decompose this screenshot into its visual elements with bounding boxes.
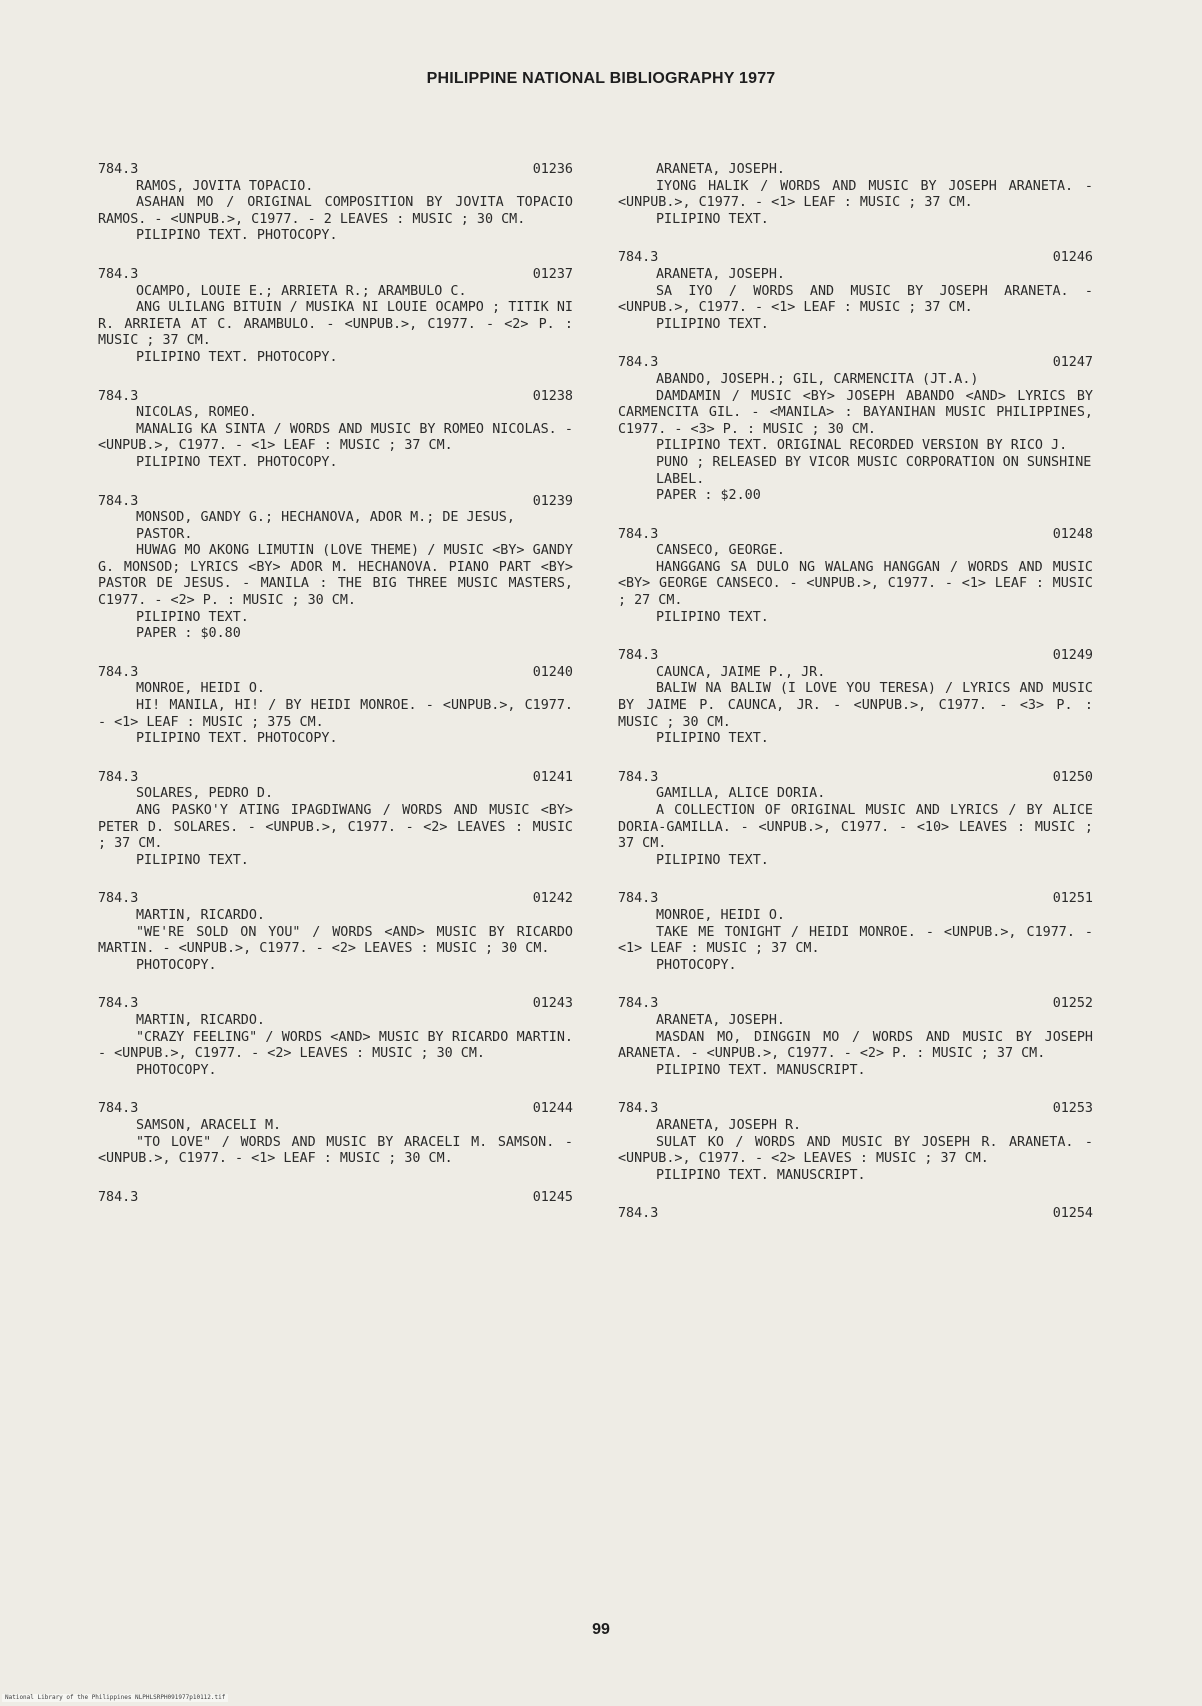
entry-author-heading: MONROE, HEIDI O. — [656, 907, 785, 923]
entry-number: 01240 — [532, 664, 573, 680]
bibliography-entry — [98, 770, 573, 870]
entry-description: BALIW NA BALIW (I LOVE YOU TERESA) / LYRICS AND MUSIC BY JAIME P. CAUNCA, JR. - <UNPUB.>, C1977. - <3> P. : MUSIC ; 30 CM. — [618, 681, 1093, 730]
bibliography-entry — [618, 250, 1093, 333]
classification-number: 784.3 — [618, 1206, 659, 1222]
classification-number: 784.3 — [98, 493, 139, 509]
entry-author-heading: NICOLAS, ROMEO. — [136, 405, 257, 421]
entry-description: ANG PASKO'Y ATING IPAGDIWANG / WORDS AND MUSIC <BY> PETER D. SOLARES. - <UNPUB.>, C1977. - <2> LEAVES : MUSIC ; 37 CM. — [98, 803, 573, 852]
entry-header — [98, 665, 573, 682]
entry-number: 01246 — [1052, 250, 1093, 266]
classification-number: 784.3 — [618, 526, 659, 542]
entry-header — [98, 162, 573, 179]
bibliography-entry — [618, 648, 1093, 748]
entry-author-heading: SOLARES, PEDRO D. — [136, 786, 274, 802]
entry-number: 01242 — [532, 891, 573, 907]
entry-description: HANGGANG SA DULO NG WALANG HANGGAN / WORDS AND MUSIC <BY> GEORGE CANSECO. - <UNPUB.>, C1977. - <1> LEAF : MUSIC ; 27 CM. — [618, 559, 1093, 609]
entry-note: PAPER : $0.80 — [136, 626, 241, 642]
entry-description: SA IYO / WORDS AND MUSIC BY JOSEPH ARANETA. - <UNPUB.>, C1977. - <1> LEAF : MUSIC ; 37 CM. — [618, 283, 1093, 316]
entry-number: 01244 — [532, 1101, 573, 1117]
classification-number: 784.3 — [98, 388, 139, 404]
bibliography-entry — [98, 267, 573, 367]
entry-note: PILIPINO TEXT. MANUSCRIPT. — [656, 1062, 866, 1078]
entry-description: IYONG HALIK / WORDS AND MUSIC BY JOSEPH ARANETA. - <UNPUB.>, C1977. - <1> LEAF : MUSIC ; 37 CM. — [618, 178, 1093, 211]
entry-description: "TO LOVE" / WORDS AND MUSIC BY ARACELI M. SAMSON. - <UNPUB.>, C1977. - <1> LEAF : MUSIC ; 30 CM. — [98, 1134, 573, 1167]
bibliography-entry — [98, 1190, 573, 1207]
entry-description: HUWAG MO AKONG LIMUTIN (LOVE THEME) / MUSIC <BY> GANDY G. MONSOD; LYRICS <BY> ADOR M. HECHANOVA. PIANO PART <BY> PASTOR DE JESUS. - MANILA : THE BIG THREE MUSIC MASTERS, C1977. - <2> P. : MUSIC ; 30 CM. — [98, 543, 573, 609]
entry-note: PILIPINO TEXT. — [136, 609, 249, 625]
entry-header — [618, 250, 1093, 267]
scan-footer-credit: National Library of the Philippines NLPHLSRPH091977p10112.tif — [2, 1694, 228, 1702]
entry-number: 01254 — [1052, 1206, 1093, 1222]
entry-header — [98, 996, 573, 1013]
entry-description: A COLLECTION OF ORIGINAL MUSIC AND LYRICS / BY ALICE DORIA-GAMILLA. - <UNPUB.>, C1977. - <10> LEAVES : MUSIC ; 37 CM. — [618, 803, 1093, 852]
bibliography-entry — [618, 527, 1093, 627]
entry-header — [98, 1101, 573, 1118]
page-number: 99 — [592, 1621, 610, 1638]
entry-number: 01251 — [1052, 891, 1093, 907]
entry-description: "CRAZY FEELING" / WORDS <AND> MUSIC BY RICARDO MARTIN. - <UNPUB.>, C1977. - <2> LEAVES : MUSIC ; 30 CM. — [98, 1029, 573, 1062]
entry-number: 01238 — [532, 388, 573, 404]
entry-author-heading: ARANETA, JOSEPH R. — [656, 1117, 802, 1133]
entry-author-heading: SAMSON, ARACELI M. — [136, 1117, 282, 1133]
entry-note: PILIPINO TEXT. MANUSCRIPT. — [656, 1167, 866, 1183]
entry-author-heading: ARANETA, JOSEPH. — [656, 1012, 785, 1028]
entry-author-heading: ARANETA, JOSEPH. — [656, 266, 785, 282]
bibliography-entry — [618, 162, 1093, 228]
entry-header — [618, 648, 1093, 665]
entry-number: 01252 — [1052, 996, 1093, 1012]
entry-description: HI! MANILA, HI! / BY HEIDI MONROE. - <UNPUB.>, C1977. - <1> LEAF : MUSIC ; 375 CM. — [98, 698, 573, 730]
bibliography-entry — [618, 770, 1093, 870]
entry-description: MANALIG KA SINTA / WORDS AND MUSIC BY ROMEO NICOLAS. - <UNPUB.>, C1977. - <1> LEAF : MUSIC ; 37 CM. — [98, 421, 573, 454]
bibliography-entry — [98, 494, 573, 643]
entry-number: 01248 — [1052, 526, 1093, 542]
bibliography-entry — [98, 1101, 573, 1167]
entry-header — [618, 996, 1093, 1013]
entry-author-heading: GAMILLA, ALICE DORIA. — [656, 786, 826, 802]
classification-number: 784.3 — [618, 355, 659, 371]
bibliography-entry — [98, 389, 573, 472]
entry-description: SULAT KO / WORDS AND MUSIC BY JOSEPH R. ARANETA. - <UNPUB.>, C1977. - <2> LEAVES : MUSIC ; 37 CM. — [618, 1134, 1093, 1167]
entry-note: PILIPINO TEXT. PHOTOCOPY. — [136, 731, 338, 747]
entry-header — [618, 1206, 1093, 1223]
entry-number: 01249 — [1052, 648, 1093, 664]
entry-header — [98, 389, 573, 406]
bibliography-entry — [618, 996, 1093, 1079]
classification-number: 784.3 — [618, 769, 659, 785]
entry-description: "WE'RE SOLD ON YOU" / WORDS <AND> MUSIC BY RICARDO MARTIN. - <UNPUB.>, C1977. - <2> LEAVES : MUSIC ; 30 CM. — [98, 924, 573, 957]
bibliography-entry — [618, 1206, 1093, 1223]
entry-description: ANG ULILANG BITUIN / MUSIKA NI LOUIE OCAMPO ; TITIK NI R. ARRIETA AT C. ARAMBULO. - <UNPUB.>, C1977. - <2> P. : MUSIC ; 37 CM. — [98, 300, 573, 349]
entry-header — [618, 770, 1093, 787]
entry-author-heading: RAMOS, JOVITA TOPACIO. — [136, 178, 314, 194]
entry-author-heading: MONROE, HEIDI O. — [136, 681, 265, 697]
entry-note: PILIPINO TEXT. PHOTOCOPY. — [136, 349, 338, 365]
bibliography-entry — [618, 355, 1093, 504]
entry-header — [618, 1101, 1093, 1118]
entry-header — [98, 770, 573, 787]
classification-number: 784.3 — [618, 1101, 659, 1117]
entry-number: 01237 — [532, 266, 573, 282]
entry-description: DAMDAMIN / MUSIC <BY> JOSEPH ABANDO <AND> LYRICS BY CARMENCITA GIL. - <MANILA> : BAYANIHAN MUSIC PHILIPPINES, C1977. - <3> P. : MUSIC ; 30 CM. — [618, 388, 1093, 437]
entry-author-heading: MARTIN, RICARDO. — [136, 907, 265, 923]
classification-number: 784.3 — [618, 891, 659, 907]
entry-number: 01253 — [1052, 1101, 1093, 1117]
entry-note: PILIPINO TEXT. — [656, 316, 769, 332]
entry-note: PHOTOCOPY. — [136, 957, 217, 973]
classification-number: 784.3 — [98, 1189, 139, 1205]
entry-number: 01241 — [532, 769, 573, 785]
entry-note: PILIPINO TEXT. PHOTOCOPY. — [136, 454, 338, 470]
bibliography-entry — [98, 996, 573, 1079]
entry-author-heading: ABANDO, JOSEPH.; GIL, CARMENCITA (JT.A.) — [656, 371, 979, 387]
page-title: PHILIPPINE NATIONAL BIBLIOGRAPHY 1977 — [426, 70, 776, 87]
classification-number: 784.3 — [98, 891, 139, 907]
entry-author-heading: CAUNCA, JAIME P., JR. — [656, 664, 826, 680]
right-column — [618, 162, 1093, 1245]
bibliography-entry — [98, 891, 573, 974]
classification-number: 784.3 — [98, 664, 139, 680]
entry-note: PAPER : $2.00 — [656, 488, 761, 504]
classification-number: 784.3 — [618, 648, 659, 664]
entry-description: TAKE ME TONIGHT / HEIDI MONROE. - <UNPUB.>, C1977. - <1> LEAF : MUSIC ; 37 CM. — [618, 924, 1093, 957]
entry-description: ASAHAN MO / ORIGINAL COMPOSITION BY JOVITA TOPACIO RAMOS. - <UNPUB.>, C1977. - 2 LEAVES : MUSIC ; 30 CM. — [98, 195, 573, 227]
entry-header — [98, 267, 573, 284]
bibliography-entry — [98, 665, 573, 748]
entry-header — [618, 891, 1093, 908]
entry-number: 01250 — [1052, 769, 1093, 785]
entry-header — [98, 1190, 573, 1207]
entry-header — [98, 494, 573, 511]
entry-author-heading: CANSECO, GEORGE. — [656, 543, 785, 559]
entry-note: PILIPINO TEXT. — [656, 211, 769, 227]
entry-number: 01243 — [532, 996, 573, 1012]
entry-number: 01236 — [532, 162, 573, 177]
entry-number: 01245 — [532, 1189, 573, 1205]
entry-note: PILIPINO TEXT. — [656, 609, 769, 625]
entry-author-heading: MARTIN, RICARDO. — [136, 1012, 265, 1028]
left-column — [98, 162, 573, 1228]
classification-number: 784.3 — [618, 250, 659, 266]
entry-note: PILIPINO TEXT. PHOTOCOPY. — [136, 228, 338, 244]
classification-number: 784.3 — [618, 996, 659, 1012]
entry-header — [618, 527, 1093, 544]
entry-note: PILIPINO TEXT. — [136, 852, 249, 868]
bibliography-entry — [618, 1101, 1093, 1184]
bibliography-entry — [618, 891, 1093, 974]
entry-description: MASDAN MO, DINGGIN MO / WORDS AND MUSIC BY JOSEPH ARANETA. - <UNPUB.>, C1977. - <2> P. : MUSIC ; 37 CM. — [618, 1029, 1093, 1062]
classification-number: 784.3 — [98, 266, 139, 282]
entry-number: 01247 — [1052, 355, 1093, 371]
classification-number: 784.3 — [98, 1101, 139, 1117]
classification-number: 784.3 — [98, 162, 139, 177]
entry-note: PILIPINO TEXT. — [656, 852, 769, 868]
classification-number: 784.3 — [98, 769, 139, 785]
entry-header — [618, 355, 1093, 372]
entry-note: PHOTOCOPY. — [656, 957, 737, 973]
classification-number: 784.3 — [98, 996, 139, 1012]
entry-note: PHOTOCOPY. — [136, 1062, 217, 1078]
entry-header — [98, 891, 573, 908]
entry-note: PILIPINO TEXT. — [656, 731, 769, 747]
entry-author-heading: MONSOD, GANDY G.; HECHANOVA, ADOR M.; DE JESUS, PASTOR. — [136, 510, 515, 542]
bibliography-entry — [98, 162, 573, 245]
entry-number: 01239 — [532, 493, 573, 509]
entry-author-heading: OCAMPO, LOUIE E.; ARRIETA R.; ARAMBULO C. — [136, 283, 467, 299]
entry-note: PILIPINO TEXT. ORIGINAL RECORDED VERSION BY RICO J. PUNO ; RELEASED BY VICOR MUSIC CORPORATION ON SUNSHINE LABEL. — [656, 438, 1092, 487]
entry-author-heading: ARANETA, JOSEPH. — [656, 162, 785, 177]
